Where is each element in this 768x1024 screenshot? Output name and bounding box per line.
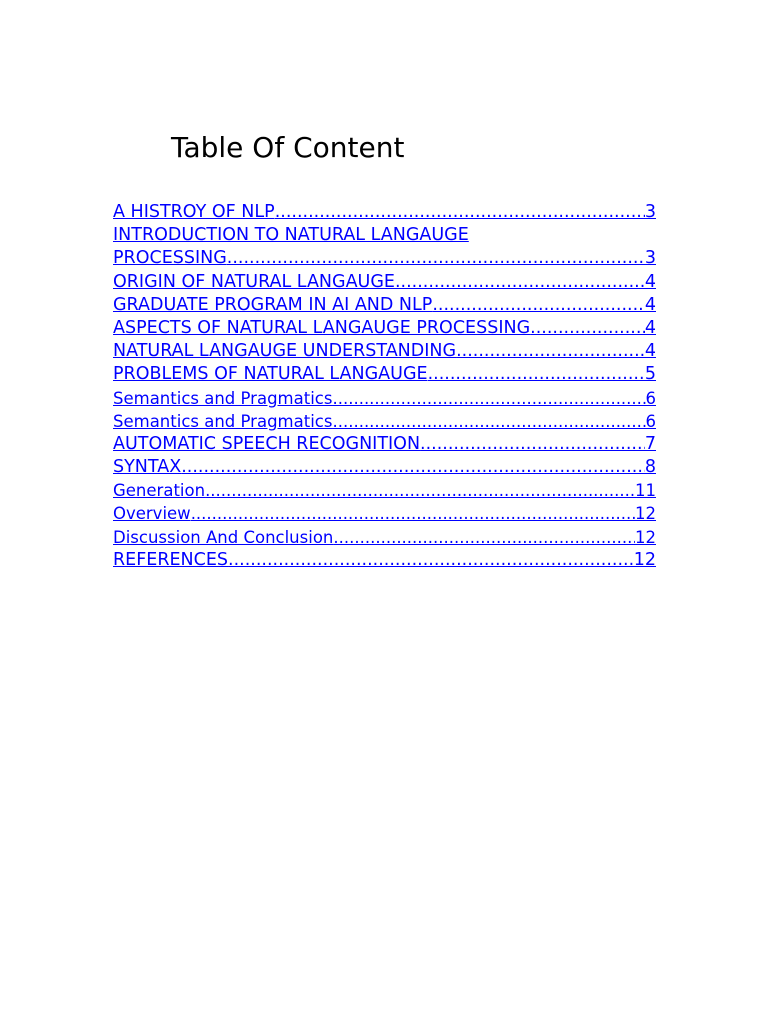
toc-dot-leader — [227, 247, 645, 270]
toc-entry-graduate-program[interactable] — [113, 294, 656, 317]
toc-page-number: 12 — [635, 504, 656, 524]
toc-entry-syntax[interactable] — [113, 456, 656, 479]
toc-dot-leader — [333, 526, 635, 549]
toc-entry-semantics-2[interactable] — [113, 410, 656, 433]
toc-entry-overview[interactable] — [113, 502, 656, 525]
toc-dot-leader — [420, 433, 645, 456]
toc-entry-label: ASPECTS OF NATURAL LANGAUGE PROCESSING — [113, 317, 531, 338]
toc-dot-leader — [275, 201, 645, 224]
toc-entry-label-line1: INTRODUCTION TO NATURAL LANGAUGE — [113, 225, 469, 246]
toc-dot-leader — [456, 340, 645, 363]
toc-page-number: 4 — [644, 317, 656, 338]
table-of-contents — [113, 201, 656, 572]
toc-entry-speech-recognition[interactable] — [113, 433, 656, 456]
toc-page-number: 3 — [644, 248, 656, 269]
toc-entry-line — [113, 224, 656, 247]
toc-entry-label: Overview — [113, 504, 191, 524]
toc-entry-label: Semantics and Pragmatics — [113, 411, 333, 431]
toc-page-number: 4 — [644, 341, 656, 362]
toc-entry-problems[interactable] — [113, 363, 656, 386]
toc-entry-label: PROBLEMS OF NATURAL LANGAUGE — [113, 364, 428, 385]
toc-dot-leader — [428, 363, 645, 386]
toc-dot-leader — [432, 294, 645, 317]
toc-entry-generation[interactable] — [113, 479, 656, 502]
toc-page-number: 12 — [635, 527, 656, 547]
toc-page-number: 4 — [644, 294, 656, 315]
toc-dot-leader — [332, 410, 645, 433]
toc-entry-label: PROCESSING — [113, 248, 227, 269]
toc-dot-leader — [181, 456, 645, 479]
toc-entry-label: ORIGIN OF NATURAL LANGAUGE — [113, 271, 395, 292]
toc-dot-leader — [332, 387, 645, 410]
toc-dot-leader — [395, 271, 645, 294]
toc-entry-aspects[interactable] — [113, 317, 656, 340]
toc-entry-label: NATURAL LANGAUGE UNDERSTANDING — [113, 341, 457, 362]
toc-entry-label: Discussion And Conclusion — [113, 527, 334, 547]
toc-entry-label: GRADUATE PROGRAM IN AI AND NLP — [113, 294, 433, 315]
toc-page-number: 3 — [644, 201, 656, 222]
toc-page-number: 11 — [635, 481, 656, 501]
toc-entry-label: AUTOMATIC SPEECH RECOGNITION — [113, 433, 421, 454]
toc-entry-origin[interactable] — [113, 271, 656, 294]
toc-entry-history-of-nlp[interactable] — [113, 201, 656, 224]
toc-entry-discussion[interactable] — [113, 526, 656, 549]
toc-dot-leader — [228, 549, 634, 572]
page-title: Table Of Content — [171, 131, 405, 164]
toc-page-number: 6 — [645, 388, 656, 408]
toc-dot-leader — [205, 479, 635, 502]
toc-entry-introduction[interactable] — [113, 224, 656, 270]
toc-entry-semantics-1[interactable] — [113, 387, 656, 410]
toc-page-number: 7 — [644, 433, 656, 454]
toc-page-number: 4 — [644, 271, 656, 292]
toc-page-number: 6 — [645, 411, 656, 431]
toc-page-number: 12 — [633, 549, 656, 570]
toc-entry-label: REFERENCES — [113, 549, 229, 570]
toc-entry-understanding[interactable] — [113, 340, 656, 363]
toc-page-number: 5 — [644, 364, 656, 385]
toc-page-number: 8 — [644, 457, 656, 478]
toc-entry-label: Generation — [113, 481, 206, 501]
toc-entry-label: A HISTROY OF NLP — [113, 201, 275, 222]
toc-entry-label: SYNTAX — [113, 457, 182, 478]
toc-dot-leader — [191, 502, 635, 525]
toc-entry-references[interactable] — [113, 549, 656, 572]
toc-entry-line — [113, 247, 656, 270]
toc-entry-label: Semantics and Pragmatics — [113, 388, 333, 408]
toc-dot-leader — [530, 317, 645, 340]
